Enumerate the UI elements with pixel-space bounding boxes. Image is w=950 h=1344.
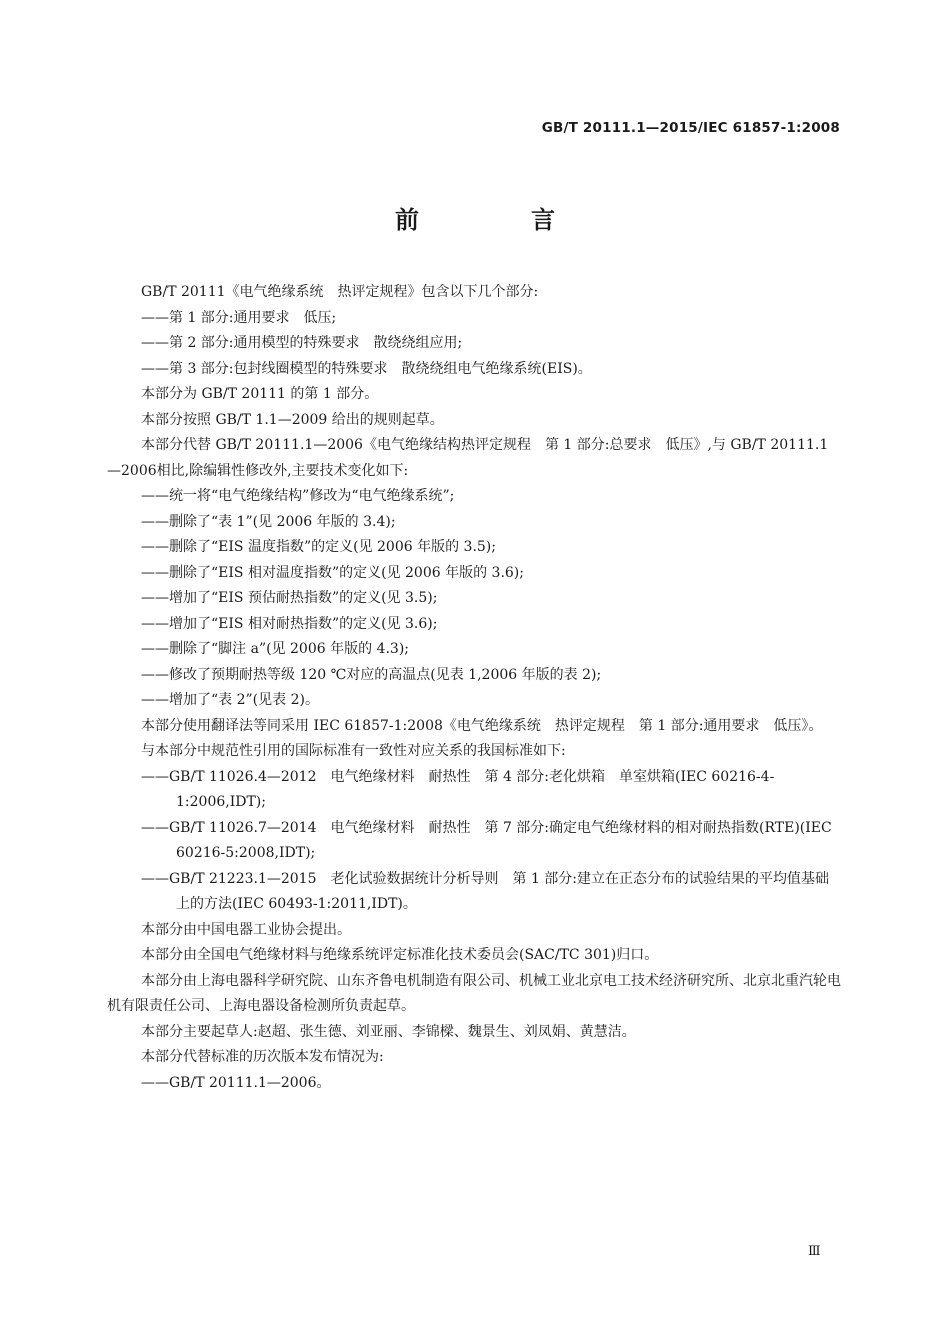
list-item: ——第 3 部分:包封线圈模型的特殊要求 散绕绕组电气绝缘系统(EIS)。 xyxy=(141,360,592,377)
list-item: ——修改了预期耐热等级 120 ℃对应的高温点(见表 1,2006 年版的表 2); xyxy=(141,666,602,683)
list-item: ——GB/T 21223.1—2015 老化试验数据统计分析导则 第 1 部分:建立在正态分布的试验结果的平均值基础上的方法(IEC 60493-1:2011,IDT)。 xyxy=(141,870,830,912)
paragraph: 与本部分中规范性引用的国际标准有一致性对应关系的我国标准如下: xyxy=(141,743,566,759)
list-item: ——增加了“EIS 相对耐热指数”的定义(见 3.6); xyxy=(141,615,438,632)
list-item: ——删除了“表 1”(见 2006 年版的 3.4); xyxy=(141,513,396,530)
paragraph: 本部分按照 GB/T 1.1—2009 给出的规则起草。 xyxy=(141,411,444,428)
paragraph: 本部分使用翻译法等同采用 IEC 61857-1:2008《电气绝缘系统 热评定规程 第 1 部分:通用要求 低压》。 xyxy=(141,717,823,734)
list-item: ——GB/T 11026.7—2014 电气绝缘材料 耐热性 第 7 部分:确定电气绝缘材料的相对耐热指数(RTE)(IEC 60216-5:2008,IDT); xyxy=(141,819,837,861)
paragraph: 本部分为 GB/T 20111 的第 1 部分。 xyxy=(141,386,379,402)
list-item: ——GB/T 11026.4—2012 电气绝缘材料 耐热性 第 4 部分:老化烘箱 单室烘箱(IEC 60216-4-1:2006,IDT); xyxy=(141,768,775,810)
page-title: 前 言 xyxy=(395,206,599,234)
list-item: ——删除了“EIS 温度指数”的定义(见 2006 年版的 3.5); xyxy=(141,539,496,555)
paragraph: 本部分代替标准的历次版本发布情况为: xyxy=(141,1049,384,1065)
list-item: ——删除了“脚注 a”(见 2006 年版的 4.3); xyxy=(141,641,409,657)
list-item: ——增加了“EIS 预估耐热指数”的定义(见 3.5); xyxy=(141,590,438,606)
document-body xyxy=(107,280,842,1096)
paragraph: GB/T 20111《电气绝缘系统 热评定规程》包含以下几个部分: xyxy=(141,284,539,300)
list-item: ——增加了“表 2”(见表 2)。 xyxy=(141,692,319,708)
list-item: ——统一将“电气绝缘结构”修改为“电气绝缘系统”; xyxy=(141,488,455,504)
paragraph: 本部分主要起草人:赵超、张生德、刘亚丽、李锦樑、魏景生、刘凤娟、黄慧洁。 xyxy=(141,1023,636,1040)
paragraph: 本部分由上海电器科学研究院、山东齐鲁电机制造有限公司、机械工业北京电工技术经济研究所、北京北重汽轮电机有限责任公司、上海电器设备检测所负责起草。 xyxy=(107,972,841,1014)
paragraph: 本部分由全国电气绝缘材料与绝缘系统评定标准化技术委员会(SAC/TC 301)归口。 xyxy=(141,947,659,963)
page-number: Ⅲ xyxy=(808,1244,821,1259)
list-item: ——第 2 部分:通用模型的特殊要求 散绕绕组应用; xyxy=(141,335,463,351)
paragraph: 本部分代替 GB/T 20111.1—2006《电气绝缘结构热评定规程 第 1 部分:总要求 低压》,与 GB/T 20111.1—2006相比,除编辑性修改外,主要技术变化如下: xyxy=(107,437,829,479)
paragraph: 本部分由中国电器工业协会提出。 xyxy=(141,921,351,938)
document-header: GB/T 20111.1—2015/IEC 61857-1:2008 xyxy=(541,120,840,136)
list-item: ——第 1 部分:通用要求 低压; xyxy=(141,309,337,326)
list-item: ——GB/T 20111.1—2006。 xyxy=(141,1074,331,1091)
list-item: ——删除了“EIS 相对温度指数”的定义(见 2006 年版的 3.6); xyxy=(141,564,524,581)
